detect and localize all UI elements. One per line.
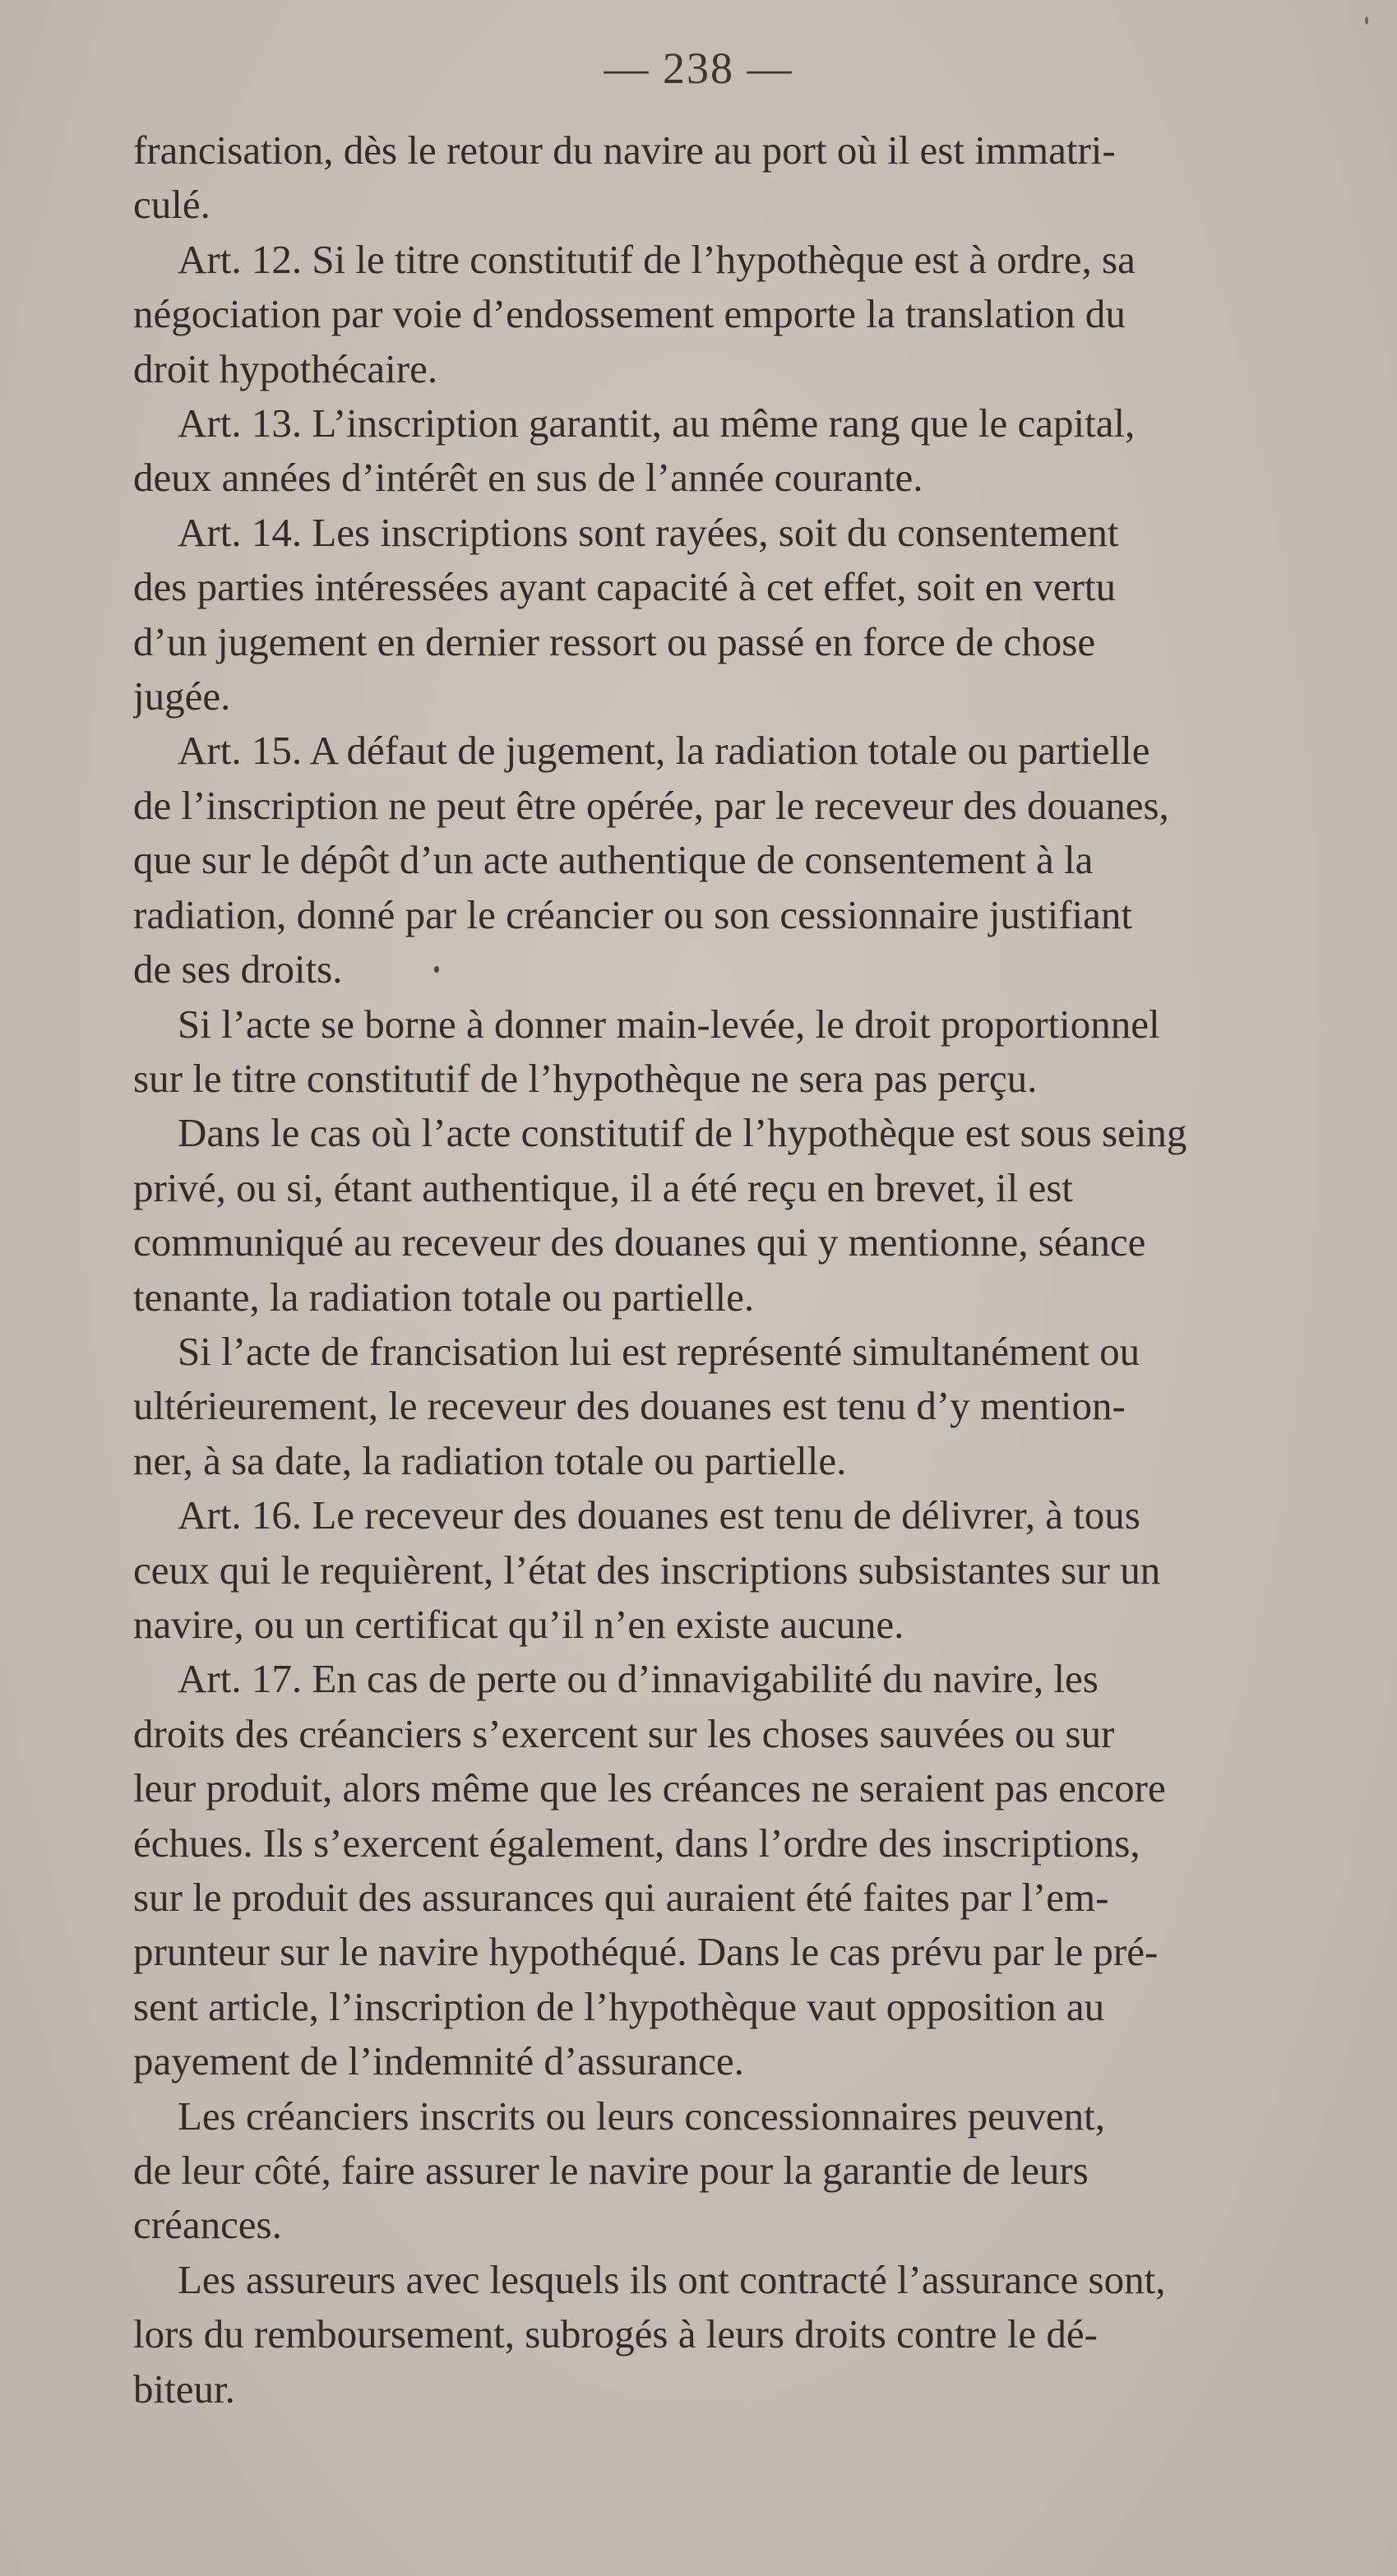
text-line: sur le titre constitutif de l’hypothèque ne sera pas perçu. [133, 1055, 1038, 1101]
text-line: radiation, donné par le créancier ou son cessionnaire justifiant [133, 891, 1133, 937]
text-line: leur produit, alors même que les créances ne seraient pas encore [133, 1765, 1166, 1811]
text-line: Si l’acte de francisation lui est représenté simultanément ou [178, 1328, 1140, 1374]
text-line: privé, ou si, étant authentique, il a été reçu en brevet, il est [133, 1164, 1073, 1210]
text-line: Si l’acte se borne à donner main-levée, le droit proportionnel [178, 1001, 1160, 1047]
text-line: lors du remboursement, subrogés à leurs droits contre le dé- [133, 2311, 1098, 2357]
body-text [133, 123, 1335, 2416]
text-line: payement de l’indemnité d’assurance. [133, 2038, 744, 2084]
ink-speck [1365, 16, 1368, 25]
text-line: communiqué au receveur des douanes qui y mentionne, séance [133, 1219, 1146, 1265]
text-line: que sur le dépôt d’un acte authentique de consentement à la [133, 837, 1094, 883]
text-line: droit hypothécaire. [133, 345, 438, 391]
text-line: Les assureurs avec lesquels ils ont contracté l’assurance sont, [178, 2256, 1166, 2302]
text-line: prunteur sur le navire hypothéqué. Dans le cas prévu par le pré- [133, 1929, 1159, 1975]
text-line: Art. 16. Le receveur des douanes est tenu de délivrer, à tous [178, 1492, 1140, 1538]
page-number: — 238 — [604, 44, 793, 93]
text-line: francisation, dès le retour du navire au port où il est immatri- [133, 127, 1116, 173]
text-line: Art. 15. A défaut de jugement, la radiation totale ou partielle [178, 728, 1150, 774]
text-line: ultérieurement, le receveur des douanes est tenu d’y mention- [133, 1383, 1126, 1429]
text-line: ceux qui le requièrent, l’état des inscriptions subsistantes sur un [133, 1547, 1161, 1593]
text-line: Les créanciers inscrits ou leurs concessionnaires peuvent, [178, 2093, 1105, 2139]
text-line: des parties intéressées ayant capacité à cet effet, soit en vertu [133, 564, 1116, 610]
text-line: créances. [133, 2202, 282, 2248]
text-line: culé. [133, 182, 210, 228]
text-line: sur le produit des assurances qui auraient été faites par l’em- [133, 1875, 1109, 1920]
text-line: de leur côté, faire assurer le navire pour la garantie de leurs [133, 2148, 1089, 2194]
text-line: Dans le cas où l’acte constitutif de l’hypothèque est sous seing [178, 1110, 1187, 1156]
text-line: jugée. [133, 673, 231, 719]
text-line: sent article, l’inscription de l’hypothèque vaut opposition au [133, 1983, 1105, 2029]
text-line: droits des créanciers s’exercent sur les choses sauvées ou sur [133, 1710, 1115, 1756]
text-line: Art. 13. L’inscription garantit, au même rang que le capital, [178, 400, 1136, 446]
ink-speck [434, 966, 439, 973]
text-line: Art. 12. Si le titre constitutif de l’hypothèque est à ordre, sa [178, 236, 1136, 282]
text-line: Art. 17. En cas de perte ou d’innavigabilité du navire, les [178, 1656, 1099, 1702]
text-line: ner, à sa date, la radiation totale ou partielle. [133, 1437, 847, 1483]
text-line: négociation par voie d’endossement emporte la translation du [133, 291, 1126, 337]
text-line: navire, ou un certificat qu’il n’en existe aucune. [133, 1601, 904, 1647]
text-line: Art. 14. Les inscriptions sont rayées, soit du consentement [178, 509, 1119, 555]
text-line: tenante, la radiation totale ou partielle. [133, 1274, 755, 1320]
text-line: échues. Ils s’exercent également, dans l’ordre des inscriptions, [133, 1820, 1140, 1866]
text-line: deux années d’intérêt en sus de l’année courante. [133, 455, 923, 501]
text-line: biteur. [133, 2366, 235, 2412]
text-line: de ses droits. [133, 946, 343, 992]
text-line: de l’inscription ne peut être opérée, par le receveur des douanes, [133, 782, 1169, 828]
text-line: d’un jugement en dernier ressort ou passé en force de chose [133, 618, 1096, 664]
